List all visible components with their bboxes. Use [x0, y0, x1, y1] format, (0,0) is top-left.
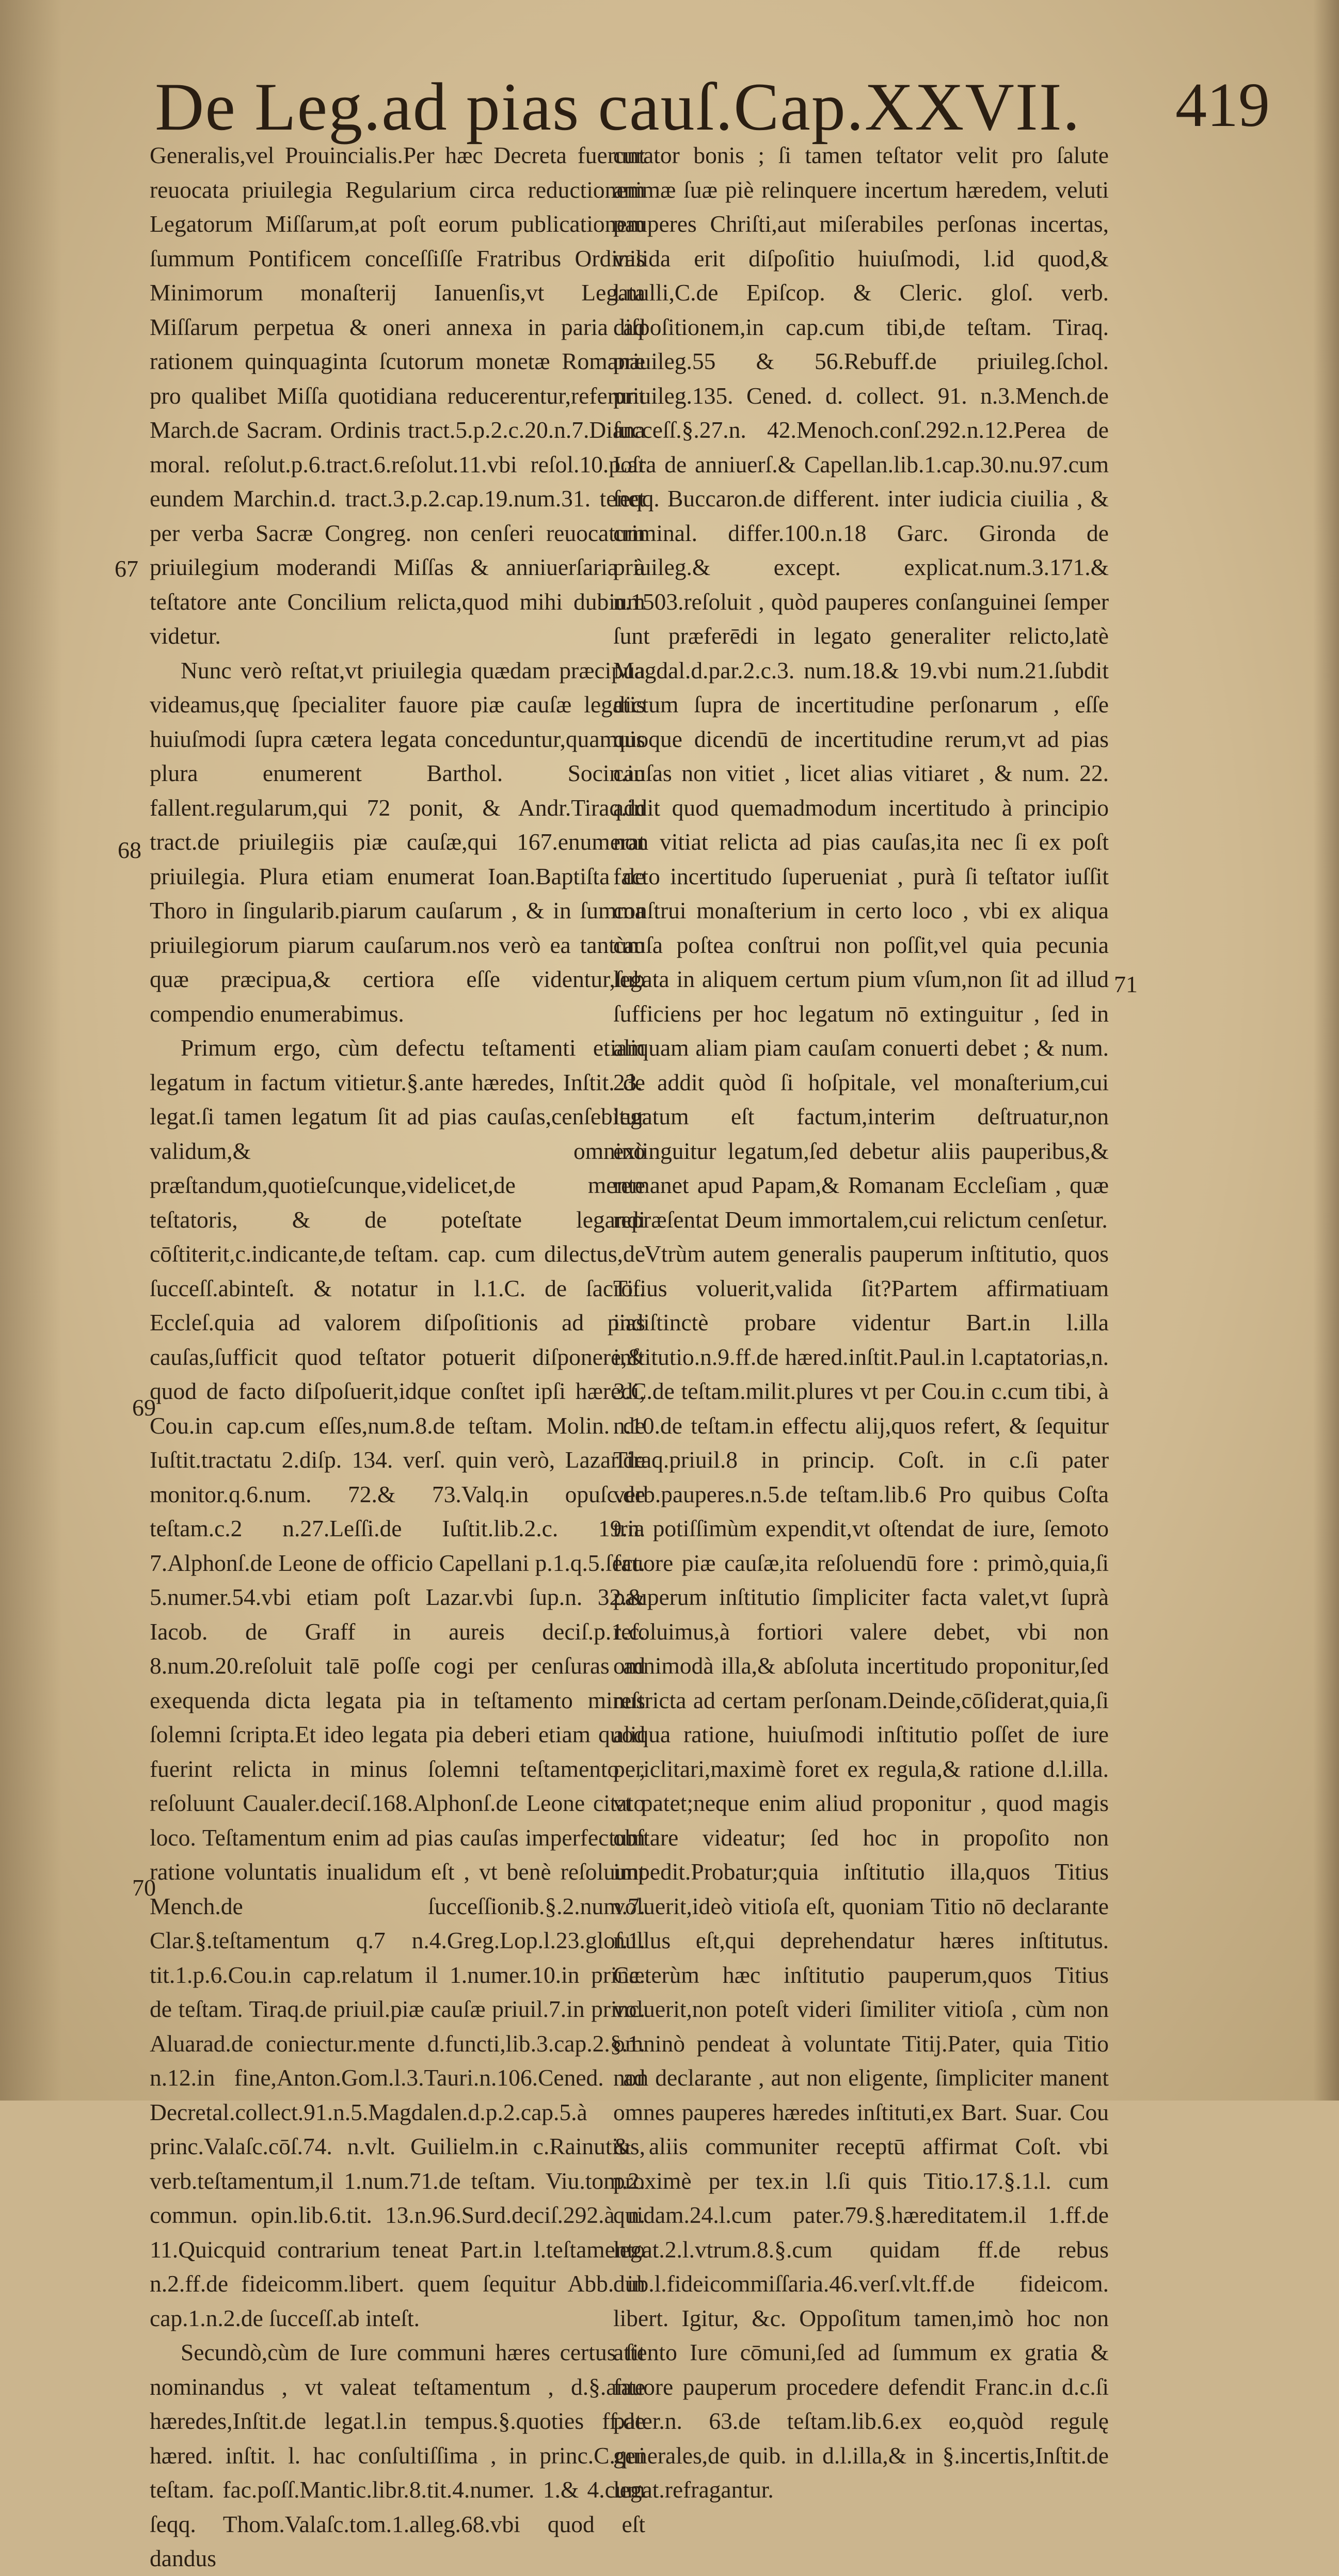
margin-number-70: 70 — [132, 1874, 156, 1901]
page-gutter-shadow — [0, 0, 62, 2101]
margin-number-69: 69 — [132, 1394, 156, 1421]
left-paragraph-2: Nunc verò reſtat,vt priuilegia quædam præcipua videamus,quę ſpecialiter fauore piæ cauſæ legatis huiuſmodi ſupra cætera legata conceduntur,quamuis plura enumerent Barthol. Socin.in fallent.regularum,qui 72 ponit, & Andr.Tiraq.in tract.de priuilegiis piæ cauſæ,qui 167.enumerat priuilegia. Plura etiam enumerat Ioan.Baptiſta de Thoro in ſingularib.piarum cauſarum , & in ſumma priuilegiorum piarum cauſarum.nos verò ea tantùm quæ præcipua,& certiora eſſe videntur,ſub compendio enumerabimus. — [150, 657, 645, 1027]
left-paragraph-1: Generalis,vel Prouincialis.Per hæc Decreta fuerunt reuocata priuilegia Regularium circa reductionem Legatorum Miſſarum,at poſt eorum publicationem ſummum Pontificem conceſſiſſe Fratribus Ordinis Minimorum monaſterij Ianuenſis,vt Legata Miſſarum perpetua & oneri annexa in paria ad rationem quinquaginta ſcutorum monetæ Romanæ pro qualibet Miſſa quotidiana reducerentur,referunt March.de Sacram. Ordinis tract.5.p.2.c.20.n.7.Diana moral. reſolut.p.6.tract.6.reſolut.11.vbi reſol.10.poſt eundem Marchin.d. tract.3.p.2.cap.19.num.31. tenet per verba Sacræ Congreg. non cenſeri reuocatum priuilegium moderandi Miſſas & anniuerſaria à teſtatore ante Concilium relicta,quod mihi dubium videtur. — [150, 142, 645, 649]
left-column — [150, 138, 645, 2576]
margin-number-67: 67 — [115, 555, 138, 582]
right-paragraph-1: curator bonis ; ſi tamen teſtator velit pro ſalute animæ ſuæ piè relinquere incertum hæredem, veluti pauperes Chriſti,aut miſerabiles perſonas incertas, valida erit diſpoſitio huiuſmodi, l.id quod,& l.nulli,C.de Epiſcop. & Cleric. gloſ. verb. diſpoſitionem,in cap.cum tibi,de teſtam. Tiraq. priuileg.55 & 56.Rebuff.de priuileg.ſchol. priuileg.135. Cened. d. collect. 91. n.3.Mench.de ſucceſſ.§.27.n. 42.Menoch.conſ.292.n.12.Perea de Lara de anniuerſ.& Capellan.lib.1.cap.30.nu.97.cum ſeqq. Buccaron.de different. inter iudicia ciuilia , & criminal. differ.100.n.18 Garc. Gironda de priuileg.& except. explicat.num.3.171.& n.1503.reſoluit , quòd pauperes conſanguinei ſemper ſunt præferēdi in legato generaliter relicto,latè Magdal.d.par.2.c.3. num.18.& 19.vbi num.21.ſubdit dictum ſupra de incertitudine perſonarum , eſſe quoque dicendū de incertitudine rerum,vt ad pias cauſas non vitiet , licet alias vitiaret , & num. 22. addit quod quemadmodum incertitudo à principio non vitiat relicta ad pias cauſas,ita nec ſi ex poſt facto incertitudo ſuperueniat , purà ſi teſtator iuſſit conſtrui monaſterium in certo loco , vbi ex aliqua cauſa poſtea conſtrui non poſſit,vel quia pecunia legata in aliquem certum pium vſum,non ſit ad illud ſufficiens per hoc legatum nō extinguitur , ſed in aliquam aliam piam cauſam conuerti debet ; & num. 23. addit quòd ſi hoſpitale, vel monaſterium,cui legatum eſt factum,interim deſtruatur,non extinguitur legatum,ſed debetur aliis pauperibus,& remanet apud Papam,& Romanam Eccleſiam , quæ repræſentat Deum immortalem,cui relictum cenſetur. — [613, 142, 1109, 1233]
running-title: De Leg.ad pias cauſ.Cap.XXVII. — [155, 69, 1081, 145]
running-header — [145, 62, 1290, 145]
margin-number-68: 68 — [118, 837, 141, 863]
page-edge-shadow — [1313, 0, 1339, 2101]
left-paragraph-4: Secundò,cùm de Iure communi hæres certus ſit nominandus , vt valeat teſtamentum , d.§.ante hæredes,Inſtit.de legat.l.in tempus.§.quoties ff.de hæred. inſtit. l. hac conſultiſſima , in princ.C.qui teſtam. fac.poſſ.Mantic.libr.8.tit.4.numer. 1.& 4.cum ſeqq. Thom.Valaſc.tom.1.alleg.68.vbi quod eſt dandus — [150, 2339, 645, 2571]
right-column — [613, 138, 1109, 2507]
right-paragraph-2: Vtrùm autem generalis pauperum inſtitutio, quos Titius voluerit,valida ſit?Partem affirmatiuam indiſtinctè probare videntur Bart.in l.illa inſtitutio.n.9.ff.de hæred.inſtit.Paul.in l.captatorias,n. 3.C.de teſtam.milit.plures vt per Cou.in c.cum tibi, à n.10.de teſtam.in effectu alij,quos refert, & ſequitur Tiraq.priuil.8 in princip. Coſt. in c.ſi pater verb.pauperes.n.5.de teſtam.lib.6 Pro quibus Coſta tria potiſſimùm expendit,vt oſtendat de iure, ſemoto fauore piæ cauſæ,ita reſoluendū fore : primò,quia,ſi pauperum inſtitutio ſimpliciter facta valet,vt ſuprà reſoluimus,à fortiori valere debet, vbi non omnimodà illa,& abſoluta incertitudo proponitur,ſed reſtricta ad certam perſonam.Deinde,cōſiderat,quia,ſi aliqua ratione, huiuſmodi inſtitutio poſſet de iure periclitari,maximè foret ex regula,& ratione d.l.illa. vt patet;neque enim aliud proponitur , quod magis obſtare videatur; ſed hoc in propoſito non impedit.Probatur;quia inſtitutio illa,quos Titius voluerit,ideò vitioſa eſt, quoniam Titio nō declarante nullus eſt,qui deprehendatur hæres inſtitutus. Cæterùm hæc inſtitutio pauperum,quos Titius voluerit,non poteſt videri ſimiliter vitioſa , cùm non omninò pendeat à voluntate Titij.Pater, quia Titio non declarante , aut non eligente, ſimpliciter manent omnes pauperes hæredes inſtituti,ex Bart. Suar. Cou & aliis communiter receptū affirmat Coſt. vbi proximè per tex.in l.ſi quis Titio.17.§.1.l. cum quidam.24.l.cum pater.79.§.hæreditatem.il 1.ff.de legat.2.l.vtrum.8.§.cum quidam ff.de rebus dub.l.fideicommiſſaria.46.verſ.vlt.ff.de fideicom. libert. Igitur, &c. Oppoſitum tamen,imò hoc non attento Iure cōmuni,ſed ad ſummum ex gratia & fauore pauperum procedere defendit Franc.in d.c.ſi pater.n. 63.de teſtam.lib.6.ex eo,quòd regulę generales,de quib. in d.l.illa,& in §.incertis,Inſtit.de legat.refragantur. — [613, 1241, 1109, 2503]
left-paragraph-3: Primum ergo, cùm defectu teſtamenti etiam legatum in factum vitietur.§.ante hæredes, Inſtit. de legat.ſi tamen legatum ſit ad pias cauſas,cenſebitur validum,& omninò præſtandum,quotieſcunque,videlicet,de mente teſtatoris, & de poteſtate legandi cōſtiterit,c.indicante,de teſtam. cap. cum dilectus,de ſucceſſ.abinteſt. & notatur in l.1.C. de ſacroſ. Eccleſ.quia ad valorem diſpoſitionis ad pias cauſas,ſufficit quod teſtator potuerit diſponere,& quod de facto diſpoſuerit,idque conſtet ipſi hæredi, Cou.in cap.cum eſſes,num.8.de teſtam. Molin. de Iuſtit.tractatu 2.diſp. 134. verſ. quin verò, Lazar.de monitor.q.6.num. 72.& 73.Valq.in opuſc.de teſtam.c.2 n.27.Leſſi.de Iuſtit.lib.2.c. 19.n. 7.Alphonſ.de Leone de officio Capellani p.1.q.5.ſect. 5.numer.54.vbi etiam poſt Lazar.vbi ſup.n. 32.& Iacob. de Graff in aureis deciſ.p.1.c. 8.num.20.reſoluit talē poſſe cogi per cenſuras ad exequenda dicta legata pia in teſtamento minus ſolemni ſcripta.Et ideo legata pia deberi etiam quod fuerint relicta in minus ſolemni teſtamento , reſoluunt Caualer.deciſ.168.Alphonſ.de Leone citato loco. Teſtamentum enim ad pias cauſas imperfectum ratione voluntatis inualidum eſt , vt benè reſoluunt Mench.de ſucceſſionib.§.2.num.7. Clar.§.teſtamentum q.7 n.4.Greg.Lop.l.23.gloſ.1. tit.1.p.6.Cou.in cap.relatum il 1.numer.10.in princ. de teſtam. Tiraq.de priuil.piæ cauſæ priuil.7.in princ. Aluarad.de coniectur.mente d.functi,lib.3.cap.2.§.1. n.12.in fine,Anton.Gom.l.3.Tauri.n.106.Cened. ad Decretal.collect.91.n.5.Magdalen.d.p.2.cap.5.à princ.Valaſc.cōſ.74. n.vlt. Guilielm.in c.Rainutius, verb.teſtamentum,il 1.num.71.de teſtam. Viu.tom.2. commun. opin.lib.6.tit. 13.n.96.Surd.deciſ.292.à n. 11.Quicquid contrarium teneat Part.in l.teſtamento n.2.ff.de fideicomm.libert. quem ſequitur Abb. in cap.1.n.2.de ſucceſſ.ab inteſt. — [150, 1035, 645, 2331]
margin-number-71: 71 — [1114, 971, 1138, 997]
page-number: 419 — [1175, 70, 1270, 140]
